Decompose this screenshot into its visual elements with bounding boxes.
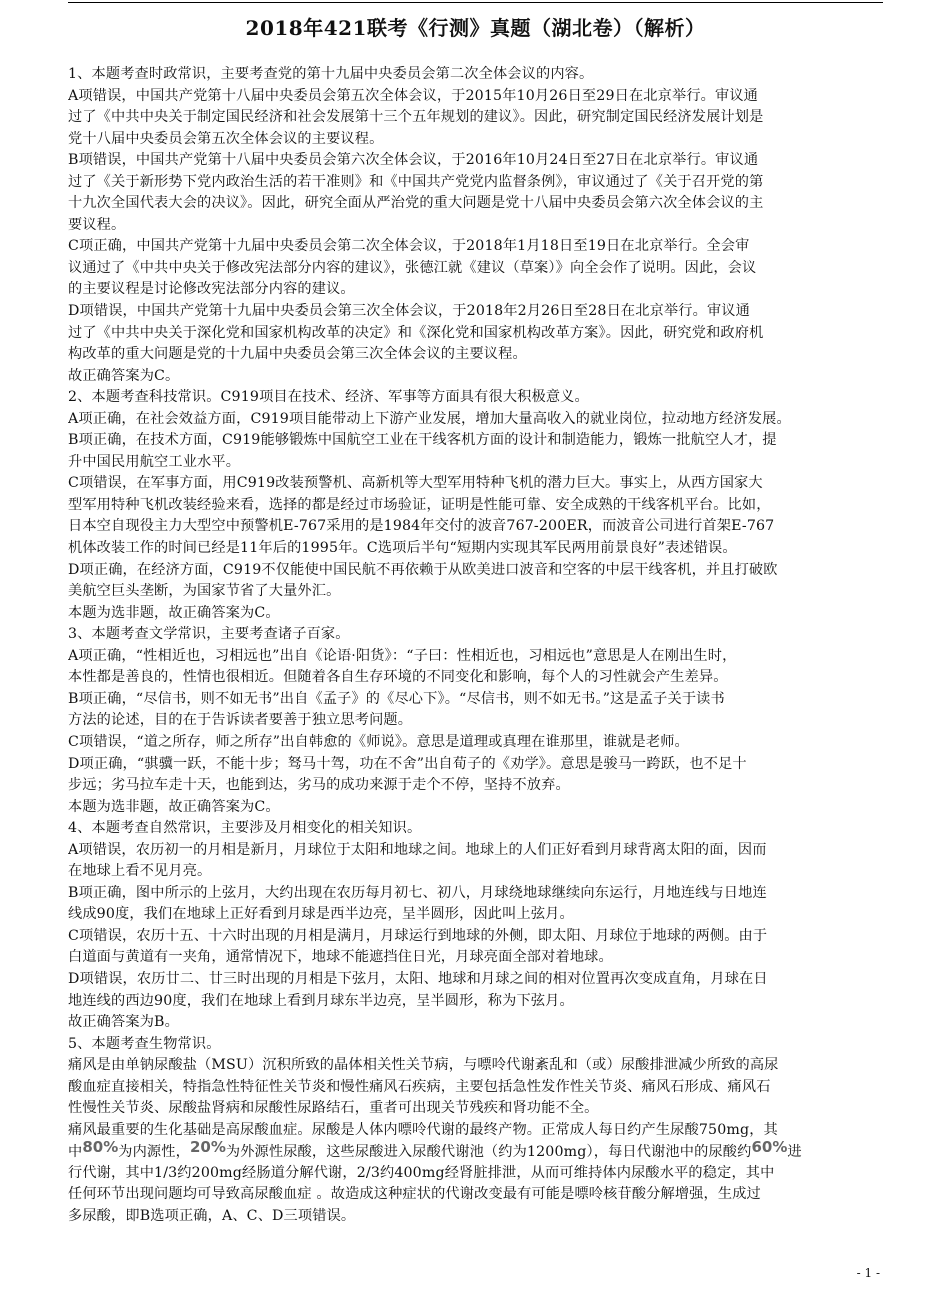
text-line: 本题为选非题，故正确答案为C。 xyxy=(68,798,280,815)
page-number: - 1 - xyxy=(856,1266,880,1280)
text-line: 方法的论述，目的在于告诉读者要善于独立思考问题。 xyxy=(68,712,413,729)
text-line: 痛风是由单钠尿酸盐（MSU）沉积所致的晶体相关性关节病，与嘌呤代谢紊乱和（或）尿酸排泄减少所致的高尿 xyxy=(68,1057,779,1074)
text-line: 步远；劣马拉车走十天，也能到达，劣马的成功来源于走个不停，坚持不放弃。 xyxy=(68,777,570,794)
text-line: C项正确，中国共产党第十九届中央委员会第二次全体会议，于2018年1月18日至19日在北京举行。全会审 xyxy=(68,238,750,255)
text-line: 十九次全国代表大会的决议》。因此，研究全面从严治党的重大问题是党十八届中央委员会第六次全体会议的主 xyxy=(68,195,764,212)
text-line: C项错误，在军事方面，用C919改装预警机、高新机等大型军用特种飞机的潜力巨大。事实上，从西方国家大 xyxy=(68,475,763,492)
text-line: 1、本题考查时政常识，主要考查党的第十九届中央委员会第二次全体会议的内容。 xyxy=(68,66,594,82)
text-line: 酸血症直接相关，特指急性特征性关节炎和慢性痛风石疾病，主要包括急性发作性关节炎、痛风石形成、痛风石 xyxy=(68,1078,771,1095)
text-line: 行代谢，其中1/3约200mg经肠道分解代谢，2/3约400mg经肾脏排泄，从而可维持体内尿酸水平的稳定，其中 xyxy=(68,1164,775,1181)
text-line: 4、本题考查自然常识，主要涉及月相变化的相关知识。 xyxy=(68,820,422,837)
text-line: 性慢性关节炎、尿酸盐肾病和尿酸性尿路结石，重者可出现关节残疾和肾功能不全。 xyxy=(68,1100,599,1117)
text-line: 在地球上看不见月亮。 xyxy=(68,863,212,880)
text-line: 过了《关于新形势下党内政治生活的若干准则》和《中国共产党党内监督条例》，审议通过了《关于召开党的第 xyxy=(68,173,764,190)
text-line: B项正确，图中所示的上弦月，大约出现在农历每月初七、初八，月球绕地球继续向东运行，月地连线与日地连 xyxy=(68,884,767,901)
text-line: 痛风最重要的生化基础是高尿酸血症。尿酸是人体内嘌呤代谢的最终产物。正常成人每日约产生尿酸750mg，其 xyxy=(68,1121,778,1138)
text-line: 2、本题考查科技常识。C919项目在技术、经济、军事等方面具有很大积极意义。 xyxy=(68,389,589,406)
text-line: 5、本题考查生物常识。 xyxy=(68,1035,221,1052)
text-line: 型军用特种飞机改装经验来看，选择的都是经过市场验证，证明是性能可靠、安全成熟的干线客机平台。比如， xyxy=(68,496,771,513)
text-line: 故正确答案为B。 xyxy=(68,1014,179,1031)
text-line: 3、本题考查文学常识，主要考查诸子百家。 xyxy=(68,626,350,643)
text-line: B项正确，“尽信书，则不如无书”出自《孟子》的《尽心下》。“尽信书，则不如无书。”这是孟子关于读书 xyxy=(68,690,725,707)
text-line-percent xyxy=(68,1141,883,1163)
document-body xyxy=(68,64,883,1228)
text-fragment: 为外源性尿酸，这些尿酸进入尿酸代谢池（约为1200mg），每日代谢池中的尿酸约 xyxy=(225,1144,752,1161)
text-line: B项正确，在技术方面，C919能够锻炼中国航空工业在干线客机方面的设计和制造能力，锻炼一批航空人才，提 xyxy=(68,432,777,449)
percent-80: 80% xyxy=(82,1141,119,1157)
text-fragment: 中 xyxy=(68,1144,83,1161)
text-line: 本性都是善良的，性情也很相近。但随着各自生存环境的不同变化和影响，每个人的习性就会产生差异。 xyxy=(68,669,728,686)
text-line: B项错误，中国共产党第十八届中央委员会第六次全体会议，于2016年10月24日至27日在北京举行。审议通 xyxy=(68,152,759,169)
text-line: 党十八届中央委员会第五次全体会议的主要议程。 xyxy=(68,130,384,147)
text-line: C项错误，“道之所存，师之所存”出自韩愈的《师说》。意思是道理或真理在谁那里，谁就是老师。 xyxy=(68,733,689,750)
text-line: D项错误，中国共产党第十九届中央委员会第三次全体会议，于2018年2月26日至28日在北京举行。审议通 xyxy=(68,303,750,320)
text-line: 线成90度，我们在地球上正好看到月球是西半边亮，呈半圆形，因此叫上弦月。 xyxy=(68,906,574,923)
text-line: 的主要议程是讨论修改宪法部分内容的建议。 xyxy=(68,281,355,298)
answer-lines xyxy=(68,64,883,1141)
text-line: 白道面与黄道有一夹角，通常情况下，地球不能遮挡住日光，月球亮面全部对着地球。 xyxy=(68,949,613,966)
text-line: 议通过了《中共中央关于修改宪法部分内容的建议》，张德江就《建议（草案）》向全会作了说明。因此，会议 xyxy=(68,259,757,276)
text-line: 过了《中共中央关于制定国民经济和社会发展第十三个五年规划的建议》。因此，研究制定国民经济发展计划是 xyxy=(68,109,764,126)
text-line: A项错误，农历初一的月相是新月，月球位于太阳和地球之间。地球上的人们正好看到月球背离太阳的面，因而 xyxy=(68,841,767,858)
text-line: D项错误，农历廿二、廿三时出现的月相是下弦月，太阳、地球和月球之间的相对位置再次变成直角，月球在日 xyxy=(68,970,768,987)
text-line: D项正确，“骐骥一跃，不能十步；驽马十驾，功在不舍”出自荀子的《劝学》。意思是骏马一跨跃，也不足十 xyxy=(68,755,747,772)
page-title: 2018年421联考《行测》真题（湖北卷）（解析） xyxy=(245,16,706,40)
text-line: C项错误，农历十五、十六时出现的月相是满月，月球运行到地球的外侧，即太阳、月球位于地球的两侧。由于 xyxy=(68,927,768,944)
text-line: 故正确答案为C。 xyxy=(68,367,180,384)
text-line: A项正确，在社会效益方面，C919项目能带动上下游产业发展，增加大量高收入的就业岗位，拉动地方经济发展。 xyxy=(68,410,791,427)
text-line: 本题为选非题，故正确答案为C。 xyxy=(68,604,280,621)
text-line: 构改革的重大问题是党的十九届中央委员会第三次全体会议的主要议程。 xyxy=(68,346,527,363)
percent-60: 60% xyxy=(751,1141,788,1157)
text-line: 机体改装工作的时间已经是11年后的1995年。C选项后半句“短期内实现其军民两用前景良好”表述错误。 xyxy=(68,540,737,557)
text-fragment: 进 xyxy=(787,1144,802,1161)
text-line: 过了《中共中央关于深化党和国家机构改革的决定》和《深化党和国家机构改革方案》。因此，研究党和政府机 xyxy=(68,324,764,341)
percent-20: 20% xyxy=(189,1141,226,1157)
text-fragment: 为内源性， xyxy=(118,1144,190,1161)
text-line: 美航空巨头垄断，为国家节省了大量外汇。 xyxy=(68,583,341,600)
text-line: 任何环节出现问题均可导致高尿酸血症 。故造成这种症状的代谢改变最有可能是嘌呤核苷酸分解增强，生成过 xyxy=(68,1186,761,1203)
answer-lines-tail xyxy=(68,1163,883,1228)
text-line: 多尿酸，即B选项正确，A、C、D三项错误。 xyxy=(68,1207,356,1224)
text-line: 地连线的西边90度，我们在地球上看到月球东半边亮，呈半圆形，称为下弦月。 xyxy=(68,992,574,1009)
text-line: A项错误，中国共产党第十八届中央委员会第五次全体会议，于2015年10月26日至29日在北京举行。审议通 xyxy=(68,87,759,104)
text-line: 要议程。 xyxy=(68,216,126,233)
text-line: 升中国民用航空工业水平。 xyxy=(68,453,241,470)
text-line: A项正确，“性相近也，习相远也”出自《论语·阳货》：“子曰：性相近也，习相远也”意思是人在刚出生时， xyxy=(68,647,737,664)
text-line: D项正确，在经济方面，C919不仅能使中国民航不再依赖于从欧美进口波音和空客的中层干线客机，并且打破欧 xyxy=(68,561,778,578)
top-rule xyxy=(68,2,883,3)
text-line: 日本空自现役主力大型空中预警机E-767采用的是1984年交付的波音767-200ER，而波音公司进行首架E-767 xyxy=(68,518,775,535)
